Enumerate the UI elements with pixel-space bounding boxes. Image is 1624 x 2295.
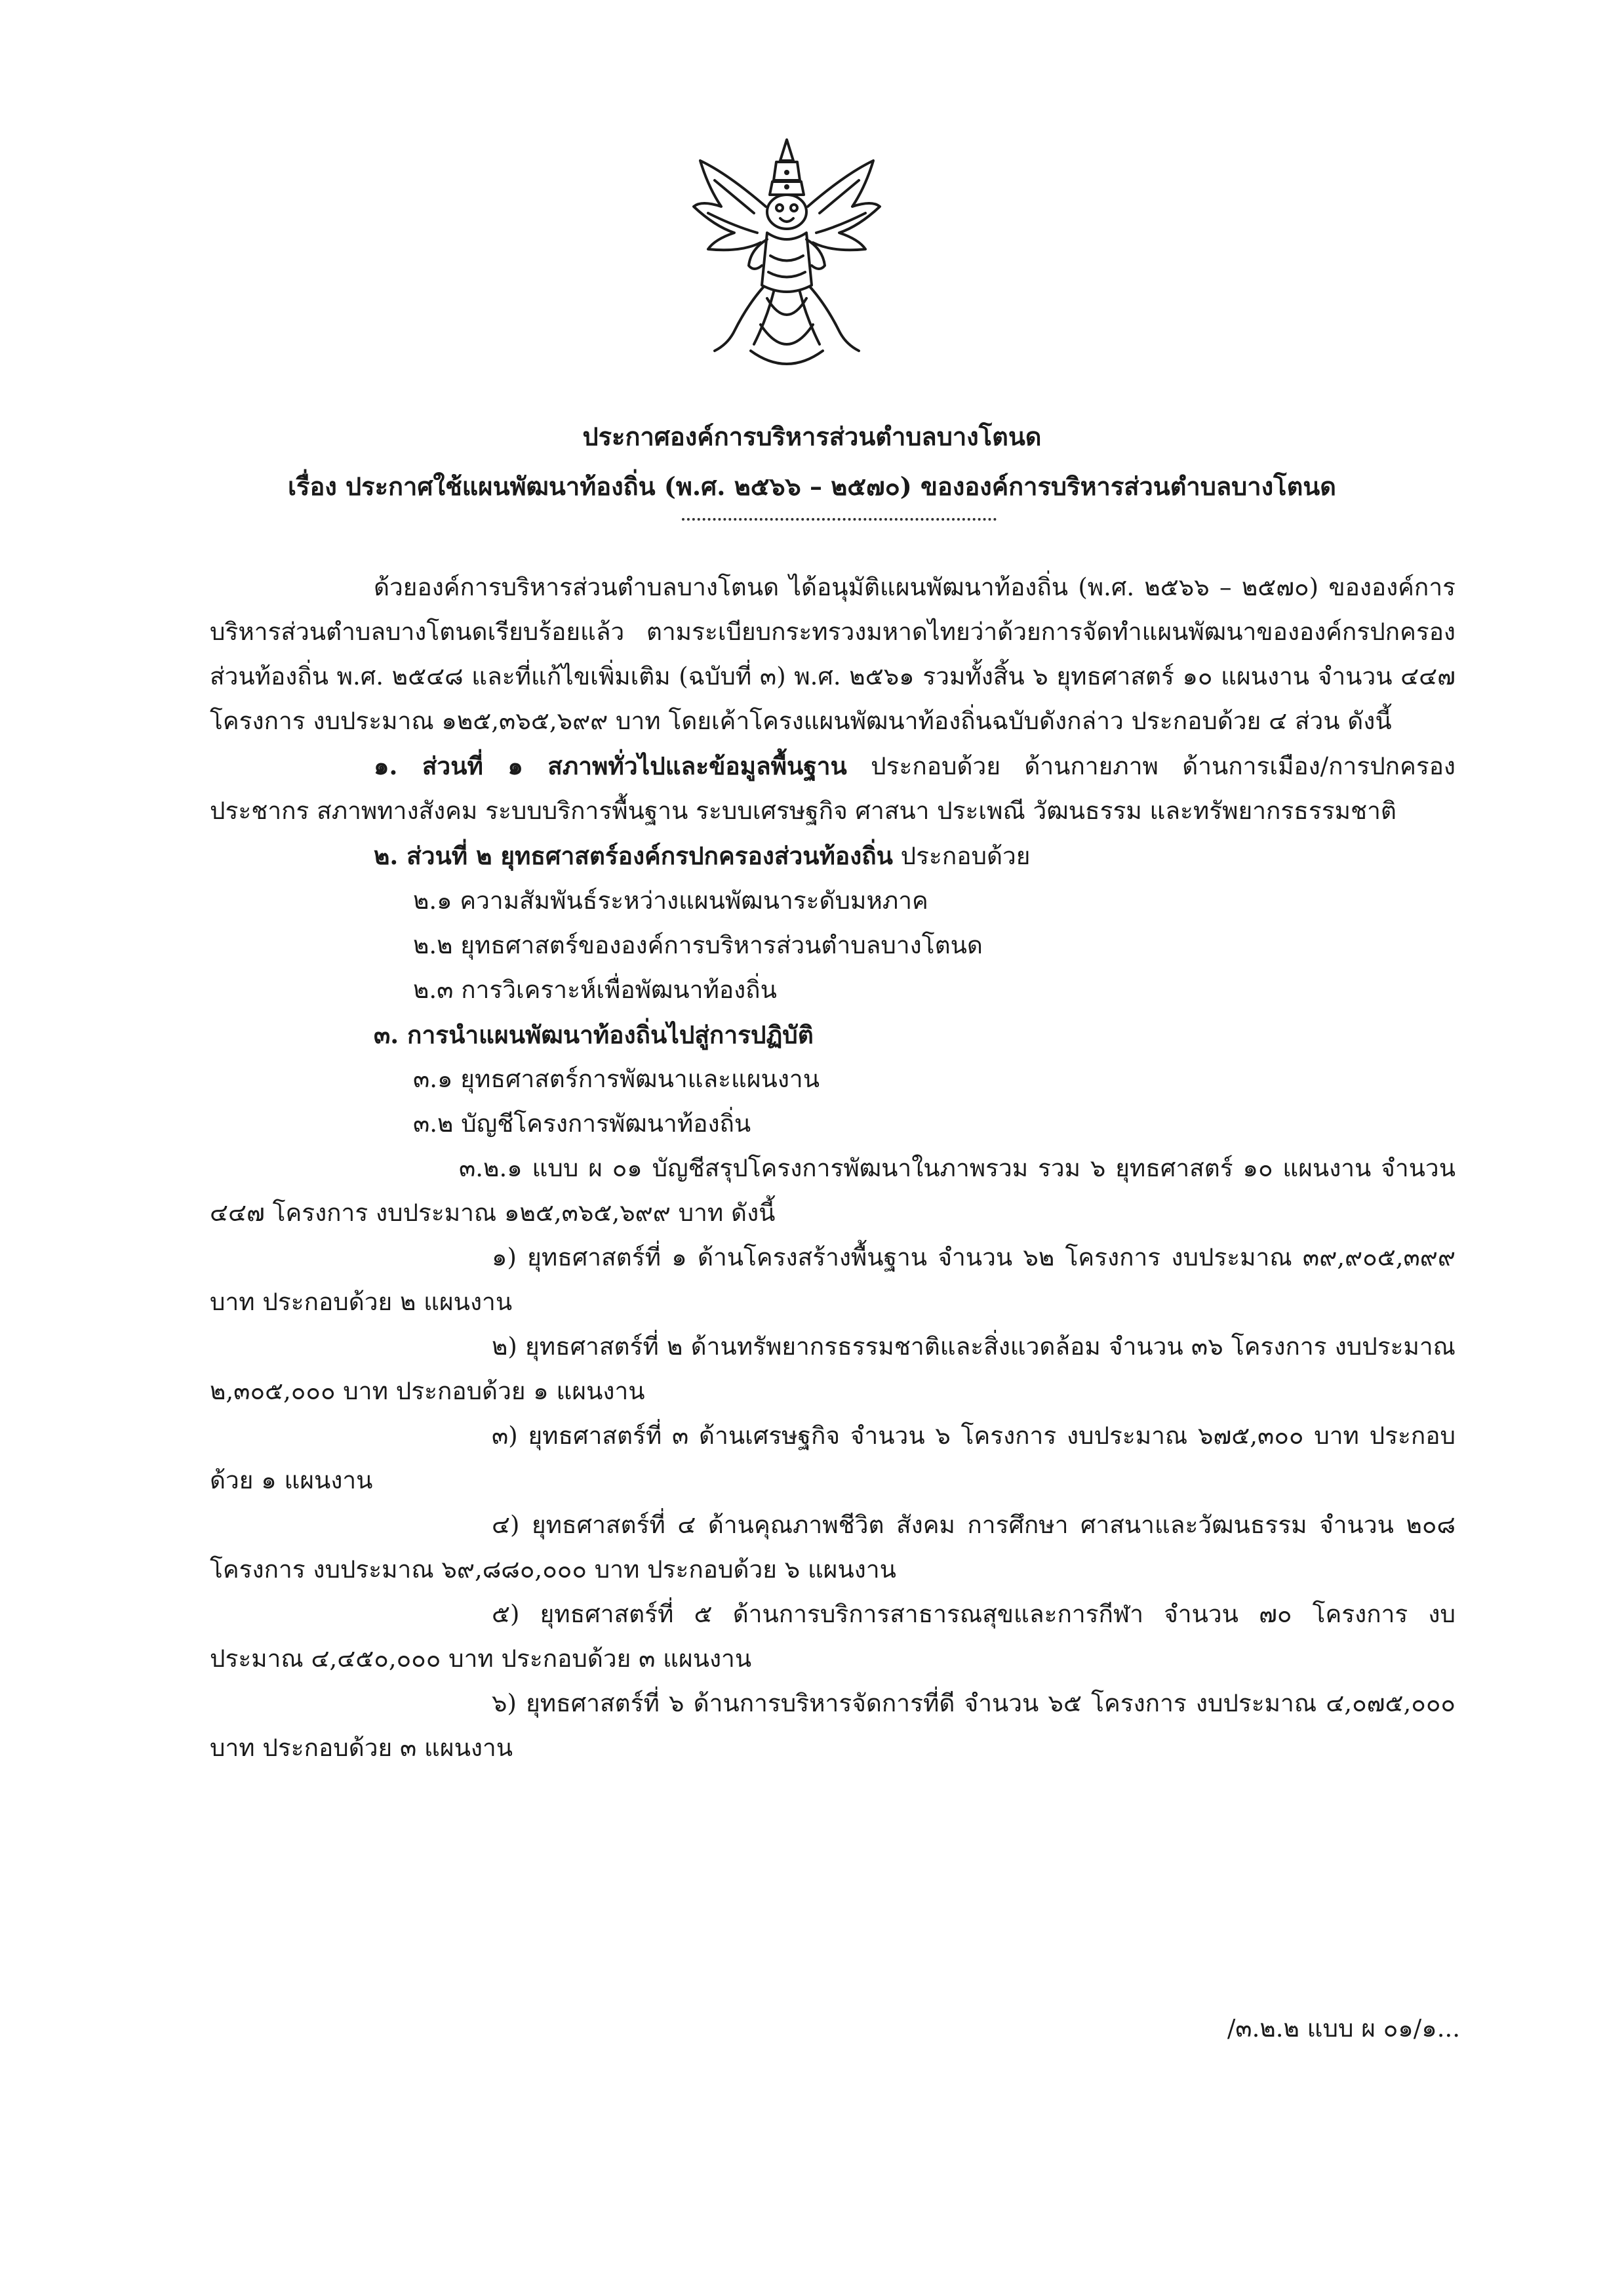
section-2-text: ประกอบด้วย [892, 842, 1031, 870]
document-subject: เรื่อง ประกาศใช้แผนพัฒนาท้องถิ่น (พ.ศ. ๒๕๖๖ – ๒๕๗๐) ขององค์การบริหารส่วนตำบลบางโตนด [288, 471, 1336, 501]
section-3-2-1: ๓.๒.๑ แบบ ผ ๐๑ บัญชีสรุปโครงการพัฒนาในภาพรวม รวม ๖ ยุทธศาสตร์ ๑๐ แผนงาน จำนวน ๔๔๗ โครงการ งบประมาณ ๑๒๕,๓๖๕,๖๙๙ บาท ดังนี้ [210, 1154, 1456, 1227]
section-3-item: ๓.๑ ยุทธศาสตร์การพัฒนาและแผนงาน [413, 1065, 820, 1093]
strategy-item: ๕) ยุทธศาสตร์ที่ ๕ ด้านการบริการสาธารณสุขและการกีฬา จำนวน ๗๐ โครงการ งบประมาณ ๔,๔๕๐,๐๐๐ บาท ประกอบด้วย ๓ แผนงาน [210, 1600, 1456, 1673]
section-1 [210, 744, 1456, 833]
strategy-item: ๔) ยุทธศาสตร์ที่ ๔ ด้านคุณภาพชีวิต สังคม การศึกษา ศาสนาและวัฒนธรรม จำนวน ๒๐๘ โครงการ งบประมาณ ๖๙,๘๘๐,๐๐๐ บาท ประกอบด้วย ๖ แผนงาน [210, 1511, 1456, 1584]
strategy-item: ๑) ยุทธศาสตร์ที่ ๑ ด้านโครงสร้างพื้นฐาน จำนวน ๖๒ โครงการ งบประมาณ ๓๙,๙๐๕,๓๙๙ บาท ประกอบด้วย ๒ แผนงาน [210, 1243, 1456, 1316]
document-body [210, 565, 1456, 1770]
page-continuation: /๓.๒.๒ แบบ ผ ๐๑/๑... [1227, 2014, 1460, 2043]
section-2-item: ๒.๒ ยุทธศาสตร์ขององค์การบริหารส่วนตำบลบางโตนด [413, 931, 983, 959]
section-1-text: ประกอบด้วย ด้านกายภาพ ด้านการเมือง/การปกครอง ประชากร สภาพทางสังคม ระบบบริการพื้นฐาน ระบบเศรษฐกิจ ศาสนา ประเพณี วัฒนธรรม และทรัพยากรธรรมชาติ [210, 752, 1456, 825]
section-2-item: ๒.๓ การวิเคราะห์เพื่อพัฒนาท้องถิ่น [413, 976, 777, 1004]
section-2-item: ๒.๑ ความสัมพันธ์ระหว่างแผนพัฒนาระดับมหภาค [413, 887, 928, 915]
title-divider [682, 518, 997, 521]
strategy-item: ๓) ยุทธศาสตร์ที่ ๓ ด้านเศรษฐกิจ จำนวน ๖ โครงการ งบประมาณ ๖๗๕,๓๐๐ บาท ประกอบด้วย ๑ แผนงาน [210, 1422, 1456, 1494]
document-title: ประกาศองค์การบริหารส่วนตำบลบางโตนด [582, 422, 1042, 451]
strategy-item: ๒) ยุทธศาสตร์ที่ ๒ ด้านทรัพยากรธรรมชาติและสิ่งแวดล้อม จำนวน ๓๖ โครงการ งบประมาณ ๒,๓๐๕,๐๐๐ บาท ประกอบด้วย ๑ แผนงาน [210, 1332, 1456, 1405]
section-1-heading: ๑. ส่วนที่ ๑ สภาพทั่วไปและข้อมูลพื้นฐาน [374, 751, 847, 780]
section-3-item: ๓.๒ บัญชีโครงการพัฒนาท้องถิ่น [413, 1109, 751, 1138]
section-2 [210, 833, 1456, 879]
strategy-item: ๖) ยุทธศาสตร์ที่ ๖ ด้านการบริหารจัดการที่ดี จำนวน ๖๕ โครงการ งบประมาณ ๔,๐๗๕,๐๐๐ บาท ประกอบด้วย ๓ แผนงาน [210, 1689, 1456, 1762]
garuda-emblem [688, 134, 885, 377]
section-2-heading: ๒. ส่วนที่ ๒ ยุทธศาสตร์องค์กรปกครองส่วนท้องถิ่น [374, 841, 893, 870]
section-3-heading: ๓. การนำแผนพัฒนาท้องถิ่นไปสู่การปฏิบัติ [374, 1020, 814, 1049]
intro-paragraph: ด้วยองค์การบริหารส่วนตำบลบางโตนด ได้อนุมัติแผนพัฒนาท้องถิ่น (พ.ศ. ๒๕๖๖ – ๒๕๗๐) ขององค์การบริหารส่วนตำบลบางโตนดเรียบร้อยแล้ว ตามระเบียบกระทรวงมหาดไทยว่าด้วยการจัดทำแผนพัฒนาขององค์กรปกครองส่วนท้องถิ่น พ.ศ. ๒๕๔๘ และที่แก้ไขเพิ่มเติม (ฉบับที่ ๓) พ.ศ. ๒๕๖๑ รวมทั้งสิ้น ๖ ยุทธศาสตร์ ๑๐ แผนงาน จำนวน ๔๔๗ โครงการ งบประมาณ ๑๒๕,๓๖๕,๖๙๙ บาท โดยเค้าโครงแผนพัฒนาท้องถิ่นฉบับดังกล่าว ประกอบด้วย ๔ ส่วน ดังนี้ [210, 573, 1456, 735]
